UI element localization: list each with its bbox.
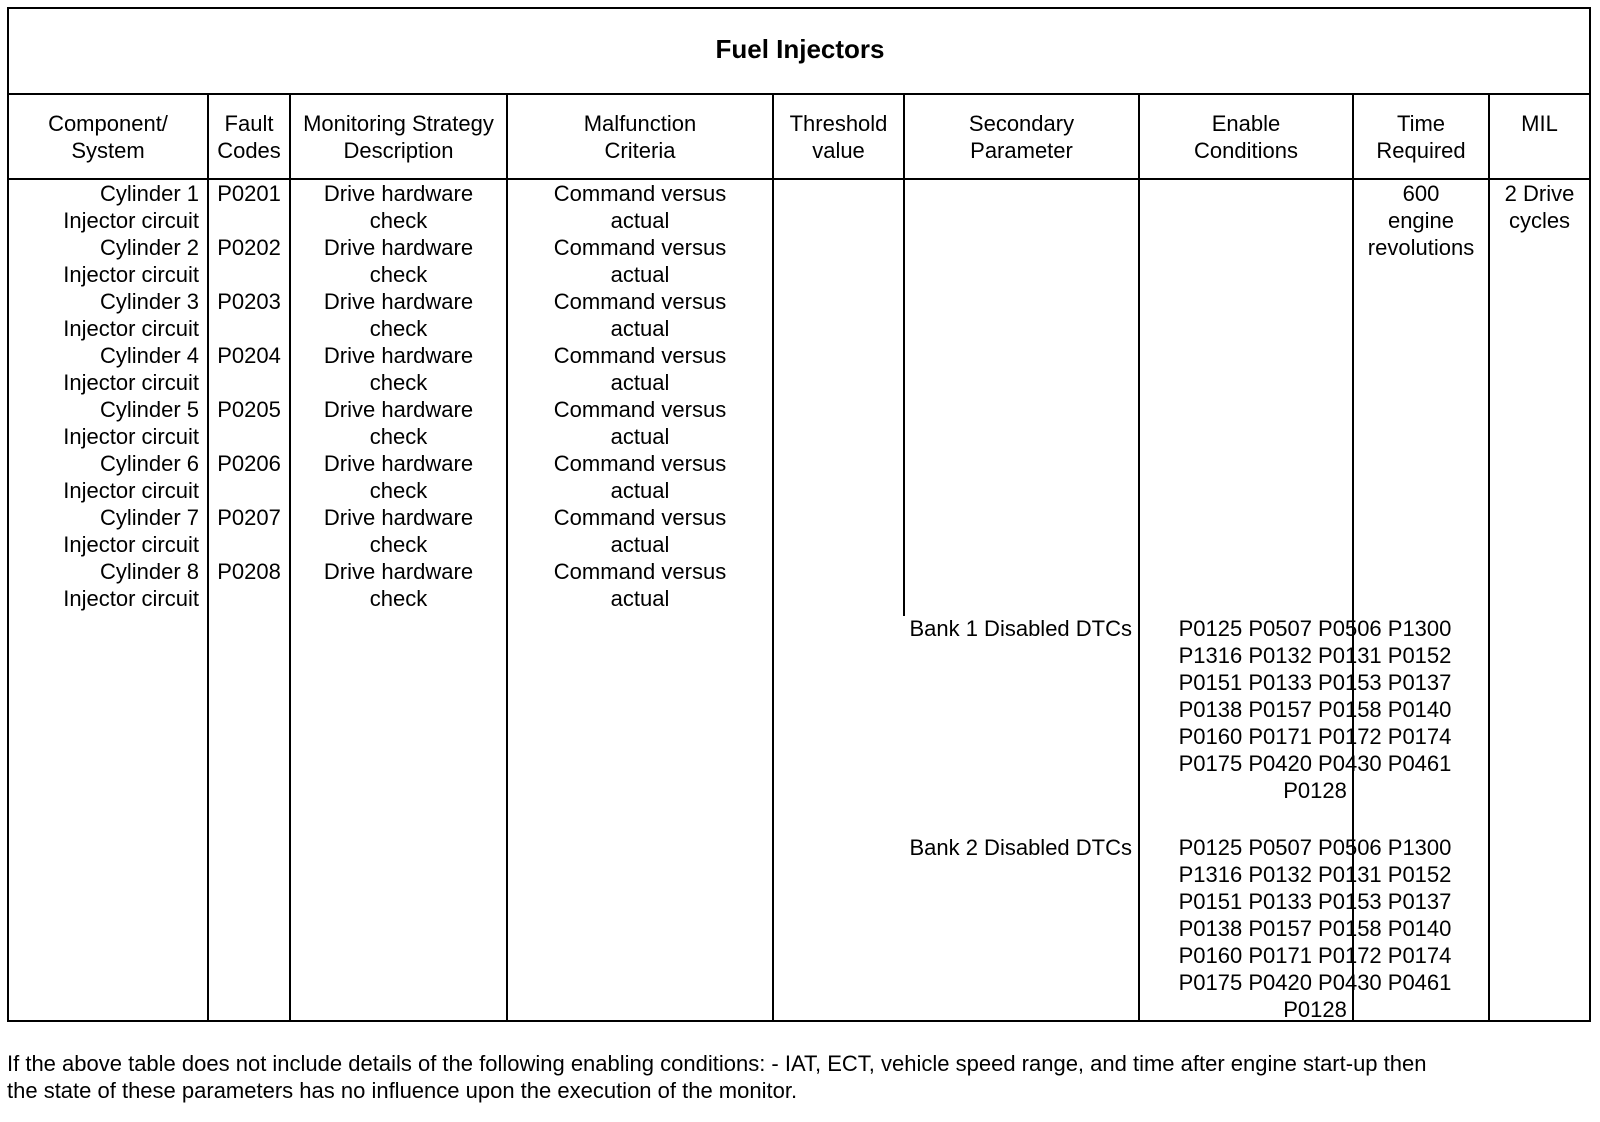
- header-secondary: Secondary: [968, 111, 1075, 136]
- malfunction-criteria-cell: Command versus: [553, 289, 727, 314]
- header-enable: Conditions: [1194, 138, 1298, 163]
- header-time: Required: [1376, 138, 1466, 163]
- monitoring-strategy-cell: check: [369, 262, 428, 287]
- monitoring-strategy-cell: Drive hardware: [323, 181, 474, 206]
- table-border-right: [1589, 7, 1591, 1022]
- fault-code-cell: P0207: [217, 505, 281, 530]
- component-cell: Cylinder 7: [99, 505, 199, 530]
- disabled-dtc-line: P0175 P0420 P0430 P0461: [1178, 970, 1452, 995]
- disabled-dtc-line: P1316 P0132 P0131 P0152: [1178, 862, 1452, 887]
- monitoring-strategy-cell: check: [369, 370, 428, 395]
- malfunction-criteria-cell: Command versus: [553, 397, 727, 422]
- header-malfunction: Malfunction: [583, 111, 697, 136]
- column-divider: [207, 93, 209, 1021]
- disabled-dtc-line: P0128: [1283, 997, 1347, 1022]
- header-fault: Fault: [224, 111, 274, 136]
- header-secondary: Parameter: [970, 138, 1073, 163]
- monitoring-strategy-cell: check: [369, 532, 428, 557]
- component-cell: Cylinder 1: [99, 181, 199, 206]
- disabled-dtc-line: P0175 P0420 P0430 P0461: [1178, 751, 1452, 776]
- disabled-dtc-line: P0128: [1283, 778, 1347, 803]
- monitoring-strategy-cell: Drive hardware: [323, 451, 474, 476]
- time-required-cell: revolutions: [1367, 235, 1475, 260]
- disabled-dtc-line: P0125 P0507 P0506 P1300: [1178, 616, 1452, 641]
- time-required-cell: engine: [1387, 208, 1455, 233]
- monitoring-strategy-cell: Drive hardware: [323, 505, 474, 530]
- monitoring-strategy-cell: Drive hardware: [323, 343, 474, 368]
- fault-code-cell: P0208: [217, 559, 281, 584]
- column-divider: [772, 93, 774, 1021]
- malfunction-criteria-cell: Command versus: [553, 451, 727, 476]
- fault-code-cell: P0201: [217, 181, 281, 206]
- malfunction-criteria-cell: Command versus: [553, 235, 727, 260]
- header-enable: Enable: [1211, 111, 1281, 136]
- column-divider-partial: [903, 93, 905, 616]
- header-fault: Codes: [217, 138, 281, 163]
- malfunction-criteria-cell: actual: [610, 316, 670, 341]
- monitoring-strategy-cell: check: [369, 586, 428, 611]
- component-cell: Cylinder 2: [99, 235, 199, 260]
- bank-label: Bank 2 Disabled DTCs: [909, 835, 1132, 860]
- malfunction-criteria-cell: actual: [610, 586, 670, 611]
- disabled-dtc-line: P0160 P0171 P0172 P0174: [1178, 724, 1452, 749]
- component-cell: Injector circuit: [63, 370, 199, 395]
- malfunction-criteria-cell: actual: [610, 478, 670, 503]
- malfunction-criteria-cell: actual: [610, 262, 670, 287]
- malfunction-criteria-cell: Command versus: [553, 505, 727, 530]
- footnote-line: the state of these parameters has no influence upon the execution of the monitor.: [7, 1078, 798, 1103]
- table-title: Fuel Injectors: [715, 34, 885, 64]
- component-cell: Injector circuit: [63, 262, 199, 287]
- time-required-cell: 600: [1402, 181, 1440, 206]
- component-cell: Injector circuit: [63, 424, 199, 449]
- monitoring-strategy-cell: check: [369, 424, 428, 449]
- header-component: Component/: [48, 111, 168, 136]
- malfunction-criteria-cell: Command versus: [553, 343, 727, 368]
- table-border-top: [7, 7, 1591, 9]
- monitoring-strategy-cell: Drive hardware: [323, 235, 474, 260]
- monitoring-strategy-cell: check: [369, 208, 428, 233]
- malfunction-criteria-cell: actual: [610, 370, 670, 395]
- component-cell: Cylinder 4: [99, 343, 199, 368]
- monitoring-strategy-cell: Drive hardware: [323, 397, 474, 422]
- fault-code-cell: P0203: [217, 289, 281, 314]
- malfunction-criteria-cell: Command versus: [553, 181, 727, 206]
- component-cell: Injector circuit: [63, 208, 199, 233]
- disabled-dtc-line: P0138 P0157 P0158 P0140: [1178, 697, 1452, 722]
- disabled-dtc-line: P0160 P0171 P0172 P0174: [1178, 943, 1452, 968]
- header-mil: MIL: [1521, 111, 1558, 136]
- footnote-line: If the above table does not include details of the following enabling conditions: - IAT, ECT, vehicle speed range, and time after engine start-up then: [7, 1051, 1427, 1076]
- malfunction-criteria-cell: actual: [610, 532, 670, 557]
- component-cell: Injector circuit: [63, 532, 199, 557]
- malfunction-criteria-cell: actual: [610, 424, 670, 449]
- monitoring-strategy-cell: Drive hardware: [323, 289, 474, 314]
- disabled-dtc-line: P0125 P0507 P0506 P1300: [1178, 835, 1452, 860]
- component-cell: Cylinder 3: [99, 289, 199, 314]
- mil-cell: 2 Drive: [1504, 181, 1575, 206]
- bank-label: Bank 1 Disabled DTCs: [909, 616, 1132, 641]
- disabled-dtc-line: P0151 P0133 P0153 P0137: [1178, 670, 1452, 695]
- fault-code-cell: P0204: [217, 343, 281, 368]
- header-monitoring: Description: [343, 138, 454, 163]
- disabled-dtc-line: P1316 P0132 P0131 P0152: [1178, 643, 1452, 668]
- mil-cell: cycles: [1508, 208, 1571, 233]
- disabled-dtc-line: P0138 P0157 P0158 P0140: [1178, 916, 1452, 941]
- header-component: System: [71, 138, 145, 163]
- monitoring-strategy-cell: check: [369, 478, 428, 503]
- header-threshold: value: [812, 138, 865, 163]
- component-cell: Cylinder 8: [99, 559, 199, 584]
- header-time: Time: [1396, 111, 1446, 136]
- component-cell: Injector circuit: [63, 478, 199, 503]
- disabled-dtc-line: P0151 P0133 P0153 P0137: [1178, 889, 1452, 914]
- fault-code-cell: P0205: [217, 397, 281, 422]
- header-monitoring: Monitoring Strategy: [303, 111, 494, 136]
- monitoring-strategy-cell: Drive hardware: [323, 559, 474, 584]
- fault-code-cell: P0202: [217, 235, 281, 260]
- malfunction-criteria-cell: Command versus: [553, 559, 727, 584]
- monitoring-strategy-cell: check: [369, 316, 428, 341]
- fault-code-cell: P0206: [217, 451, 281, 476]
- column-divider: [1138, 93, 1140, 1021]
- header-threshold: Threshold: [789, 111, 888, 136]
- component-cell: Injector circuit: [63, 316, 199, 341]
- component-cell: Cylinder 5: [99, 397, 199, 422]
- component-cell: Injector circuit: [63, 586, 199, 611]
- header-malfunction: Criteria: [604, 138, 676, 163]
- component-cell: Cylinder 6: [99, 451, 199, 476]
- malfunction-criteria-cell: actual: [610, 208, 670, 233]
